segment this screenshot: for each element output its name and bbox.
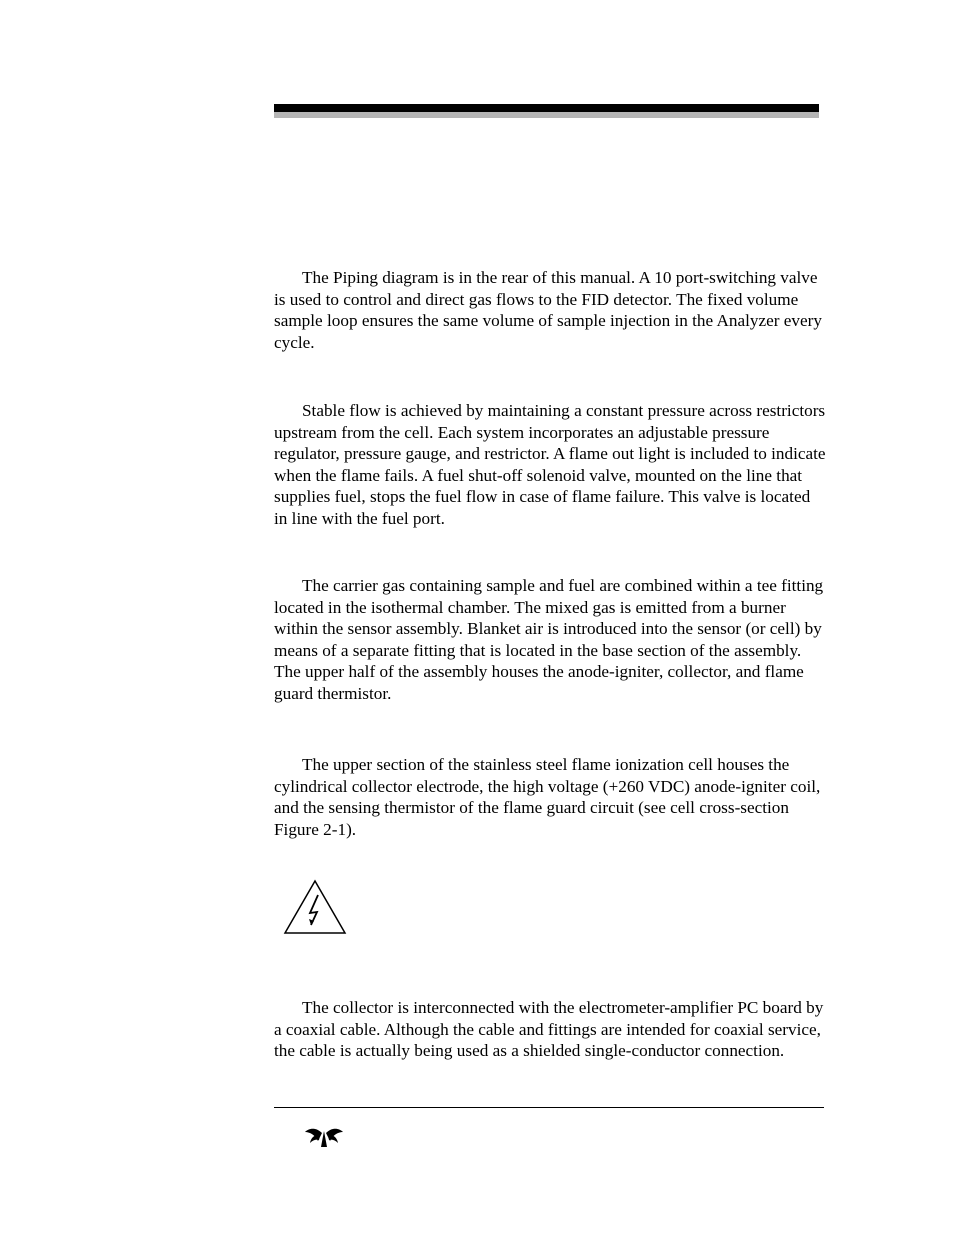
- paragraph-stable-flow: Stable flow is achieved by maintaining a constant pressure across restrictors upstream from the cell. Each system incorporates an adjustable pressure regulator, pressure gauge, and restrictor. A flame out light is included to indicate when the flame fails. A fuel shut-off solenoid valve, mounted on the line that supplies fuel, stops the fuel flow in case of flame failure. This valve is located in line with the fuel port.: [274, 401, 826, 528]
- paragraph-collector: The collector is interconnected with the electrometer-amplifier PC board by a coaxial cable. Although the cable and fittings are intended for coaxial service, the cable is actually being used as a shielded single-conductor connection.: [274, 998, 824, 1061]
- paragraph-piping: The Piping diagram is in the rear of this manual. A 10 port-switching valve is used to control and direct gas flows to the FID detector. The fixed volume sample loop ensures the same volume of sample injection in the Analyzer every cycle.: [274, 268, 822, 352]
- high-voltage-warning-icon: [283, 879, 347, 935]
- company-logo-icon: [304, 1125, 344, 1149]
- paragraph-carrier-gas: The carrier gas containing sample and fuel are combined within a tee fitting located in the isothermal chamber. The mixed gas is emitted from a burner within the sensor assembly. Blanket air is introduced into the sensor (or cell) by means of a separate fitting that is located in the base section of the assembly. The upper half of the assembly houses the anode-igniter, collector, and flame guard thermistor.: [274, 576, 824, 703]
- header-rule-shadow: [274, 112, 819, 118]
- header-rule: [274, 104, 819, 112]
- footer-rule: [274, 1107, 824, 1108]
- paragraph-upper-section: The upper section of the stainless steel flame ionization cell houses the cylindrical collector electrode, the high voltage (+260 VDC) anode-igniter coil, and the sensing thermistor of the flame guard circuit (see cell cross-section Figure 2-1).: [274, 755, 821, 839]
